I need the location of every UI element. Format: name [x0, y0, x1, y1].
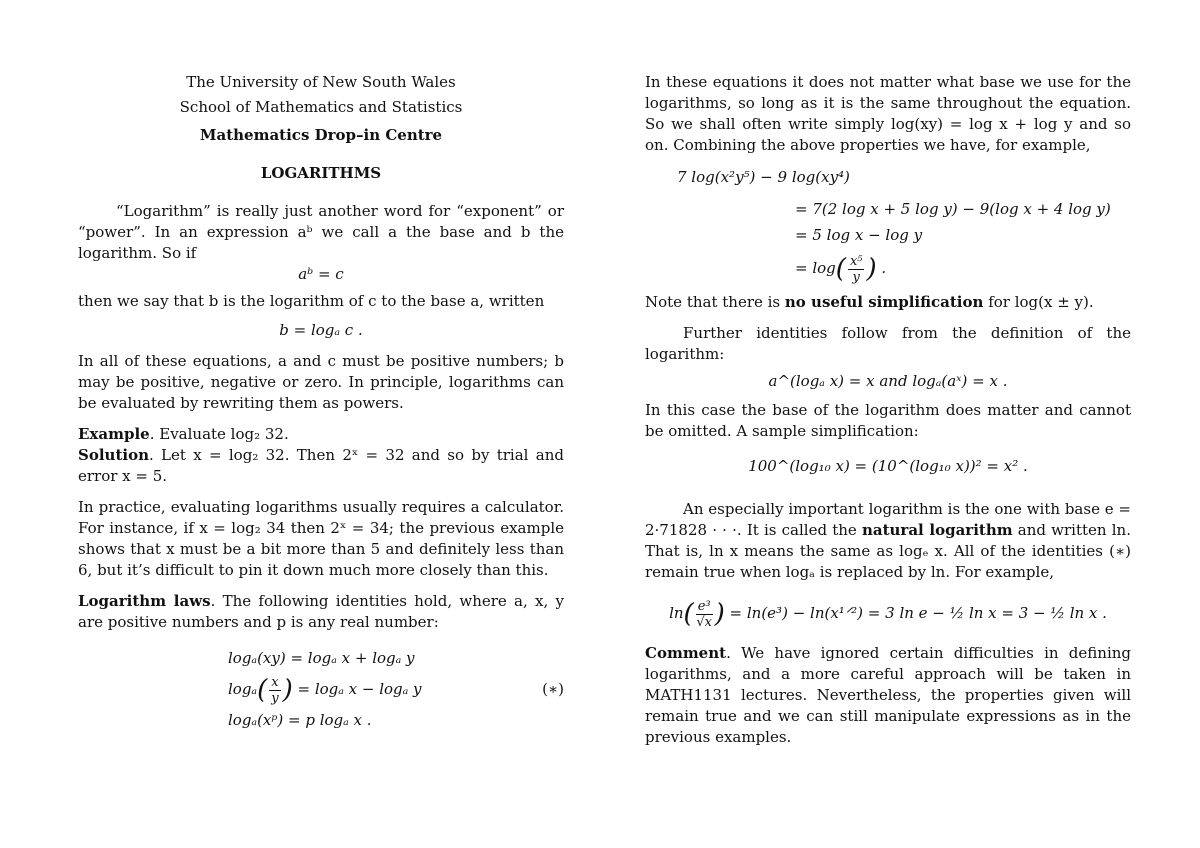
combo4-end: .	[881, 259, 887, 277]
positive-numbers-paragraph: In all of these equations, a and c must be positive numbers; b may be positive, negative or zero. In principle, logarithms can be evaluated by rewriting them as powers.	[78, 352, 564, 412]
note-pre: Note that there is	[645, 293, 785, 311]
example-text: . Evaluate log₂ 32.	[149, 425, 289, 443]
school-header: School of Mathematics and Statistics	[179, 98, 463, 116]
comment-paragraph	[645, 643, 1131, 748]
natural-log-paragraph	[645, 499, 1131, 583]
natural-pre: An especially important logarithm is the one with base e = 2·71828 · · ·. It is called the	[645, 500, 1131, 539]
comment-text: . We have ignored certain difficulties in defining logarithms, and a more careful approach will be taken in MATH1131 lectures. Nevertheless, the properties given will remain true and we can still manipulate expressions as in the previous examples.	[645, 644, 1131, 746]
example-label: Example	[78, 425, 150, 443]
law2-denominator: y	[271, 690, 279, 706]
practice-paragraph: In practice, evaluating logarithms usually requires a calculator. For instance, if x = log₂ 34 then 2ˣ = 34; the previous example shows that x must be a bit more than 5 and definitely less than 6, but it’s difficult to pin it down much more closely than this.	[78, 498, 564, 579]
star-tag: (∗)	[542, 680, 564, 698]
law2-numerator: x	[271, 674, 279, 690]
ln-rhs: = ln(e³) − ln(x¹ᐟ²) = 3 ln e − ½ ln x = 3 − ½ ln x .	[724, 604, 1107, 622]
laws-label: Logarithm laws	[78, 592, 211, 610]
combination-equations	[645, 164, 1131, 288]
definition-sentence: then we say that b is the logarithm of c to the base a, written	[78, 292, 545, 310]
page-title: LOGARITHMS	[260, 164, 382, 182]
centre-header: Mathematics Drop–in Centre	[199, 126, 443, 144]
equation-b-log: b = logₐ c .	[279, 321, 363, 339]
law2-lhs: logₐ	[228, 680, 258, 698]
ln-fraction	[696, 599, 713, 630]
combo-line-4: = log( $\frac{\text{x⁵}}{y}$ ) .	[795, 253, 887, 285]
law2-rhs: = logₐ x − logₐ y	[297, 680, 422, 698]
note-bold: no useful simplification	[784, 293, 984, 311]
natural-bold: natural logarithm	[861, 521, 1013, 539]
laws-block	[78, 645, 564, 733]
solution-text: . Let x = log₂ 32. Then 2ˣ = 32 and so by trial and error x = 5.	[78, 446, 564, 485]
law-product: logₐ(xy) = logₐ x + logₐ y	[228, 649, 415, 667]
natural-post: and written ln. That is, ln x means the same as logₑ x. All of the identities (∗) remain true when logₐ is replaced by ln. For example,	[645, 521, 1131, 581]
base-paragraph: In these equations it does not matter what base we use for the logarithms, so long as it is the same throughout the equation. So we shall often write simply log(xy) = log x + log y and so on. Combining the above properties we have, for example,	[645, 73, 1131, 154]
note-paragraph	[645, 292, 1131, 313]
laws-paragraph	[78, 591, 564, 633]
law-power: logₐ(xᵖ) = p logₐ x .	[228, 711, 372, 729]
case-paragraph: In this case the base of the logarithm does matter and cannot be omitted. A sample simplification:	[645, 401, 1131, 440]
further-paragraph: Further identities follow from the definition of the logarithm:	[645, 324, 1131, 363]
sample-simplification: 100^(log₁₀ x) = (10^(log₁₀ x))² = x² .	[748, 457, 1028, 475]
note-post: for log(x ± y).	[983, 293, 1094, 311]
ln-denominator: √x	[696, 614, 712, 630]
law2-fraction	[269, 675, 280, 706]
laws-text: . The following identities hold, where a, x, y are positive numbers and p is any real number:	[78, 592, 564, 631]
example-paragraph	[78, 424, 564, 445]
solution-paragraph	[78, 445, 564, 487]
combo4-denominator: y	[852, 269, 860, 285]
ln-numerator: e³	[697, 598, 711, 614]
comment-label: Comment	[645, 644, 727, 662]
combo4-lhs: = log	[795, 259, 836, 277]
university-header: The University of New South Wales	[186, 73, 456, 91]
law-quotient: logₐ( $\frac{x}{y}$ ) = logₐ x − logₐ y (∗)	[228, 671, 564, 707]
combo-line-2: = 7(2 log x + 5 log y) − 9(log x + 4 log y)	[795, 200, 1111, 218]
ln-lhs: ln	[669, 604, 684, 622]
intro-paragraph: “Logarithm” is really just another word for “exponent” or “power”. In an expression aᵇ we call a the base and b the logarithm. So if	[78, 202, 564, 262]
combo4-fraction	[848, 254, 865, 285]
ln-example: ln( $\frac{\text{e³}}{√x}$ ) = ln(e³) − ln(x¹ᐟ²) = 3 ln e − ½ ln x = 3 − ½ ln x .	[669, 598, 1107, 630]
solution-label: Solution	[78, 446, 149, 464]
combo-line-1: 7 log(x²y⁵) − 9 log(xy⁴)	[677, 168, 850, 186]
equation-ab-c: aᵇ = c	[298, 265, 344, 283]
left-column	[78, 72, 564, 733]
combo-line-3: = 5 log x − log y	[795, 226, 923, 244]
identities-equation: a^(logₐ x) = x and logₐ(aˣ) = x .	[768, 372, 1008, 390]
right-column	[645, 72, 1131, 748]
combo4-numerator: x⁵	[849, 253, 863, 269]
